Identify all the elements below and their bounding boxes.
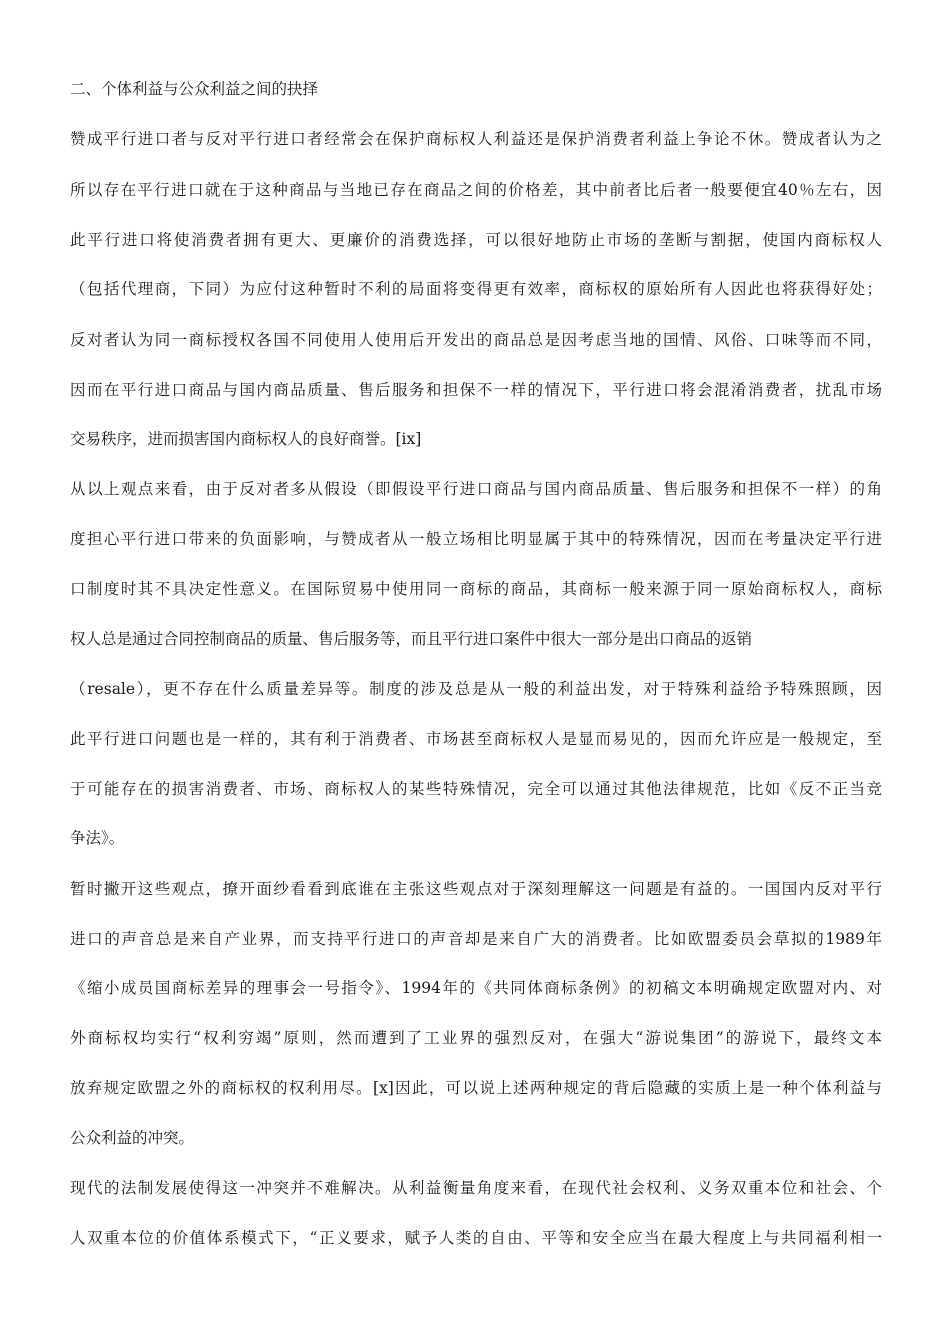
section-heading: 二、个体利益与公众利益之间的抉择 [70,80,319,98]
paragraph-3-line-4: 外商标权均实行“权利穷竭”原则，然而遭到了工业界的强烈反对，在强大“游说集团”的游说下，最终文本 [70,1029,882,1047]
paragraph-3-line-1: 暂时撇开这些观点，撩开面纱看看到底谁在主张这些观点对于深刻理解这一问题是有益的。一国国内反对平行 [70,880,882,898]
paragraph-3-line-5: 放弃规定欧盟之外的商标权的权利用尽。[x]因此，可以说上述两种规定的背后隐藏的实质上是一种个体利益与 [70,1079,882,1097]
paragraph-2-line-6: 此平行进口问题也是一样的，其有利于消费者、市场甚至商标权人是显而易见的，因而允许应是一般规定，至 [70,730,882,748]
paragraph-1-line-5: 反对者认为同一商标授权各国不同使用人使用后开发出的商品总是因考虑当地的国情、风俗、口味等而不同， [70,331,882,349]
paragraph-2-line-1: 从以上观点来看，由于反对者多从假设（即假设平行进口商品与国内商品质量、售后服务和担保不一样）的角 [70,480,882,498]
paragraph-2-line-5: （resale），更不存在什么质量差异等。制度的涉及总是从一般的利益出发，对于特殊利益给予特殊照顾，因 [70,680,882,698]
paragraph-3-line-6: 公众利益的冲突。 [70,1129,195,1147]
paragraph-2-line-8: 争法》。 [70,829,125,847]
paragraph-1-line-3: 此平行进口将使消费者拥有更大、更廉价的消费选择，可以很好地防止市场的垄断与割据，使国内商标权人 [70,231,882,249]
paragraph-1-line-4: （包括代理商，下同）为应付这种暂时不利的局面将变得更有效率，商标权的原始所有人因此也将获得好处； [70,280,882,298]
paragraph-2-line-2: 度担心平行进口带来的负面影响，与赞成者从一般立场相比明显属于其中的特殊情况，因而在考量决定平行进 [70,530,882,548]
paragraph-1-line-2: 所以存在平行进口就在于这种商品与当地已存在商品之间的价格差，其中前者比后者一般要便宜40％左右，因 [70,181,882,199]
paragraph-2-line-3: 口制度时其不具决定性意义。在国际贸易中使用同一商标的商品，其商标一般来源于同一原始商标权人，商标 [70,580,882,598]
paragraph-4-line-1: 现代的法制发展使得这一冲突并不难解决。从利益衡量角度来看，在现代社会权利、义务双重本位和社会、个 [70,1179,882,1197]
paragraph-3-line-3: 《缩小成员国商标差异的理事会一号指令》、1994年的《共同体商标条例》的初稿文本明确规定欧盟对内、对 [70,979,882,997]
paragraph-1-line-6: 因而在平行进口商品与国内商品质量、售后服务和担保不一样的情况下，平行进口将会混淆消费者，扰乱市场 [70,381,882,399]
paragraph-1-line-7: 交易秩序，进而损害国内商标权人的良好商誉。[ix] [70,430,422,448]
paragraph-1-line-1: 赞成平行进口者与反对平行进口者经常会在保护商标权人利益还是保护消费者利益上争论不休。赞成者认为之 [70,130,882,148]
paragraph-2-line-7: 于可能存在的损害消费者、市场、商标权人的某些特殊情况，完全可以通过其他法律规范，比如《反不正当竞 [70,780,882,798]
paragraph-3-line-2: 进口的声音总是来自产业界，而支持平行进口的声音却是来自广大的消费者。比如欧盟委员会草拟的1989年 [70,930,882,948]
paragraph-2-line-4: 权人总是通过合同控制商品的质量、售后服务等，而且平行进口案件中很大一部分是出口商品的返销 [70,630,753,648]
paragraph-4-line-2: 人双重本位的价值体系模式下，“正义要求，赋予人类的自由、平等和安全应当在最大程度上与共同福利相一 [70,1229,882,1247]
